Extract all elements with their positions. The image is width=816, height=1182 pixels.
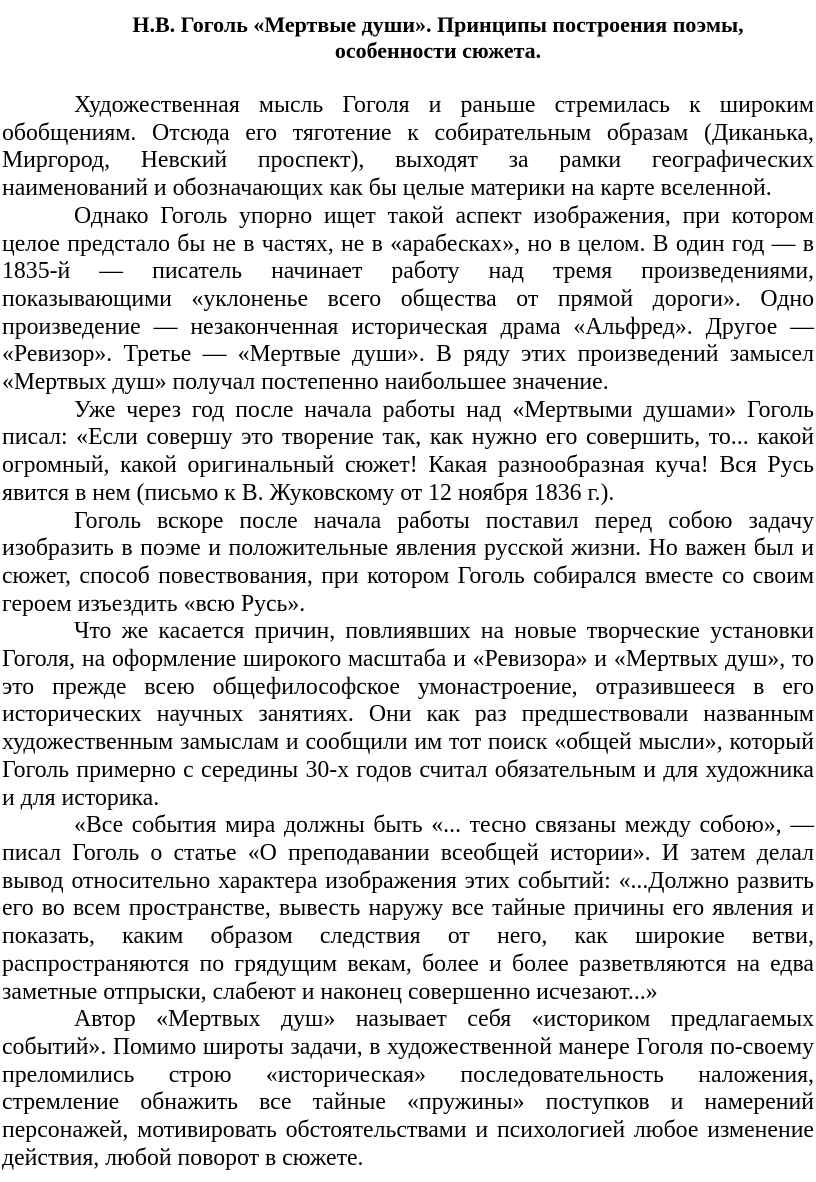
title-line-2: особенности сюжета. [334,38,542,63]
paragraph-1: Художественная мысль Гоголя и раньше стремилась к широким обобщениям. Отсюда его тяготение к собирательным образам (Диканька, Миргород, Невский проспект), выходят за рамки географических наименований и обозначающих как бы целые материки на карте вселенной. [2,92,814,202]
paragraph-2: Однако Гоголь упорно ищет такой аспект изображения, при котором целое предстало бы не в частях, не в «арабесках», но в целом. В один год — в 1835-й — писатель начинает работу над тремя произведениями, показывающими «уклоненье всего общества от прямой дороги». Одно произведение — незаконченная историческая драма «Альфред». Другое — «Ревизор». Третье — «Мертвые души». В ряду этих произведений замысел «Мертвых душ» получал постепенно наибольшее значение. [2,202,814,396]
paragraph-6: «Все события мира должны быть «... тесно связаны между собою», — писал Гоголь о статье «О преподавании всеобщей истории». И затем делал вывод относительно характера изображения этих событий: «...Должно развить его во всем пространстве, вывесть наружу все тайные причины его явления и показать, каким образом следствия от него, как широкие ветви, распространяются по грядущим векам, более и более разветвляются на едва заметные отпрыски, слабеют и наконец совершенно исчезают...» [2,812,814,1005]
page-title [2,12,814,64]
paragraph-7: Автор «Мертвых душ» называет себя «историком предлагаемых событий». Помимо широты задачи, в художественной манере Гоголя по-своему преломились строю «историческая» последовательность наложения, стремление обнажить все тайные «пружины» поступков и намерений персонажей, мотивировать обстоятельствами и психологией любое изменение действия, любой поворот в сюжете. [2,1006,814,1171]
paragraph-4: Гоголь вскоре после начала работы поставил перед собою задачу изобразить в поэме и положительные явления русской жизни. Но важен был и сюжет, способ повествования, при котором Гоголь собирался вместе со своим героем изъездить «всю Русь». [2,507,814,617]
title-spacer [2,64,814,92]
paragraph-3: Уже через год после начала работы над «Мертвыми душами» Гоголь писал: «Если совершу это творение так, как нужно его совершить, то... какой огромный, какой оригинальный сюжет! Какая разнообразная куча! Вся Русь явится в нем (письмо к В. Жуковскому от 12 ноября 1836 г.). [2,396,814,506]
title-line-1: Н.В. Гоголь «Мертвые души». Принципы построения поэмы, [132,12,744,37]
paragraph-5: Что же касается причин, повлиявших на новые творческие установки Гоголя, на оформление широкого масштаба и «Ревизора» и «Мертвых душ», то это прежде всею общефилософское умонастроение, отразившееся в его исторических научных занятиях. Они как раз предшествовали названным художественным замыслам и сообщили им тот поиск «общей мысли», который Гоголь примерно с середины 30-х годов считал обязательным и для художника и для историка. [2,618,814,811]
